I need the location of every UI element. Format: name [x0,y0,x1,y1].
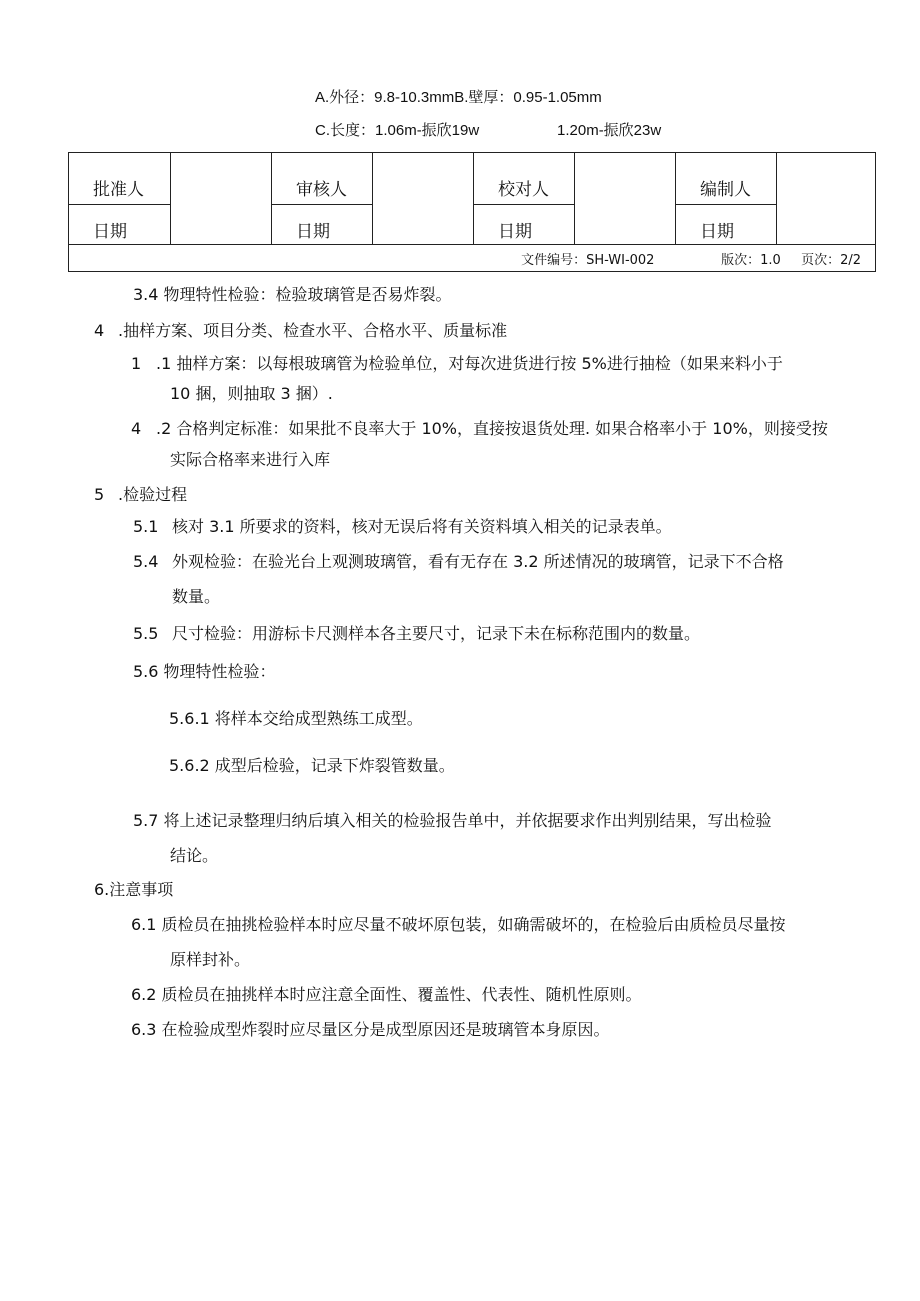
editor-signature-cell [777,153,876,245]
approver-date-label: 日期 [69,205,171,245]
section-5-1-number: 5.1 [133,517,159,536]
checker-label: 校对人 [474,153,575,205]
section-5-6-1: 5.6.1 将样本交给成型熟练工成型。 [169,709,423,728]
section-5-4-line2: 数量。 [172,587,221,606]
spec-diameter-thickness: A.外径：9.8-10.3mmB.壁厚：0.95-1.05mm [315,89,602,106]
section-6-1-line2: 原样封补。 [170,950,251,969]
section-5-6-2: 5.6.2 成型后检验，记录下炸裂管数量。 [169,756,455,775]
section-5-7-line1: 5.7 将上述记录整理归纳后填入相关的检验报告单中，并依据要求作出判别结果，写出检验 [133,811,772,830]
page-number: 页次：2/2 [801,252,861,268]
section-5-6: 5.6 物理特性检验： [133,662,276,681]
reviewer-date-label: 日期 [272,205,373,245]
section-3-4: 3.4 物理特性检验：检验玻璃管是否易炸裂。 [133,285,452,304]
section-4-number: 4 [94,321,105,340]
reviewer-label: 审核人 [272,153,373,205]
document-info-row [69,245,876,272]
section-4-1-line2: 10 捆，则抽取 3 捆）. [170,384,333,403]
signature-table [68,152,876,272]
editor-label: 编制人 [676,153,777,205]
section-5-number: 5 [94,485,105,504]
section-4-title: .抽样方案、项目分类、检查水平、合格水平、质量标准 [118,321,508,340]
section-4-2-number: 4 [131,419,142,438]
section-6-3: 6.3 在检验成型炸裂时应尽量区分是成型原因还是玻璃管本身原因。 [131,1020,610,1039]
section-5-1: 核对 3.1 所要求的资料，核对无误后将有关资料填入相关的记录表单。 [172,517,672,536]
approver-label: 批准人 [69,153,171,205]
section-6-2: 6.2 质检员在抽挑样本时应注意全面性、覆盖性、代表性、随机性原则。 [131,985,642,1004]
reviewer-signature-cell [373,153,474,245]
section-6-1-line1: 6.1 质检员在抽挑检验样本时应尽量不破坏原包装，如确需破坏的，在检验后由质检员尽量按 [131,915,786,934]
section-5-5-number: 5.5 [133,624,159,643]
section-5-4-line1: 外观检验：在验光台上观测玻璃管，看有无存在 3.2 所述情况的玻璃管，记录下不合格 [172,552,784,571]
checker-signature-cell [575,153,676,245]
approver-signature-cell [171,153,272,245]
spec-length-23w: 1.20m-振欣23w [557,122,662,139]
section-5-4-number: 5.4 [133,552,159,571]
section-4-1-number: 1 [131,354,142,373]
editor-date-label: 日期 [676,205,777,245]
section-5-7-line2: 结论。 [170,846,219,865]
document-version: 版次：1.0 [721,252,781,268]
document-number: 文件编号：SH-WI-002 [521,252,655,268]
spec-length-19w: C.长度：1.06m-振欣19w [315,122,480,139]
section-6-title: 6.注意事项 [94,880,174,899]
section-5-5: 尺寸检验：用游标卡尺测样本各主要尺寸，记录下未在标称范围内的数量。 [172,624,701,643]
checker-date-label: 日期 [474,205,575,245]
section-4-2-line2: 实际合格率来进行入库 [170,450,331,469]
section-4-1-line1: .1 抽样方案：以每根玻璃管为检验单位，对每次进货进行按 5%进行抽检（如果来料小于 [156,354,783,373]
section-4-2-line1: .2 合格判定标准：如果批不良率大于 10%，直接按退货处理. 如果合格率小于 10%，则接受按 [156,419,828,438]
section-5-title: .检验过程 [118,485,188,504]
